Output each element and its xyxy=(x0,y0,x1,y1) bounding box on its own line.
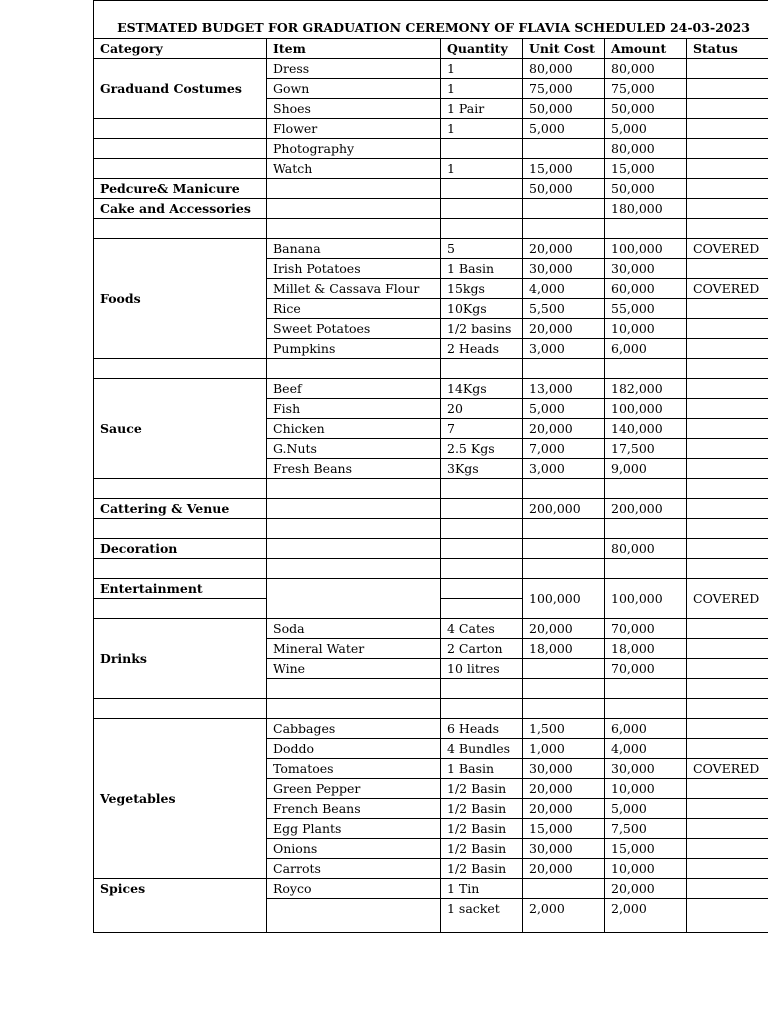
quantity-cell: 6 Heads xyxy=(441,719,523,739)
table-row xyxy=(94,59,768,79)
table-row xyxy=(94,879,768,899)
item-cell: Sweet Potatoes xyxy=(267,319,441,339)
amount-cell: 5,000 xyxy=(605,119,687,139)
empty-cell xyxy=(441,579,523,599)
header-item: Item xyxy=(267,39,441,59)
item-cell: Pumpkins xyxy=(267,339,441,359)
header-unit-cost: Unit Cost xyxy=(523,39,605,59)
item-cell: Soda xyxy=(267,619,441,639)
item-cell: Gown xyxy=(267,79,441,99)
quantity-cell: 7 xyxy=(441,419,523,439)
item-cell: Onions xyxy=(267,839,441,859)
status-cell: COVERED xyxy=(687,579,768,619)
amount-cell: 18,000 xyxy=(605,639,687,659)
empty-cell xyxy=(267,499,441,519)
item-cell: Banana xyxy=(267,239,441,259)
item-cell: Watch xyxy=(267,159,441,179)
quantity-cell: 1/2 basins xyxy=(441,319,523,339)
blank-row xyxy=(94,219,768,239)
amount-cell: 15,000 xyxy=(605,159,687,179)
table-row xyxy=(94,159,768,179)
quantity-cell: 1 xyxy=(441,79,523,99)
quantity-cell: 2 Heads xyxy=(441,339,523,359)
amount-cell: 100,000 xyxy=(605,579,687,619)
empty-cell xyxy=(267,539,441,559)
unit-cost-cell xyxy=(523,879,605,899)
header-category: Category xyxy=(94,39,267,59)
header-row xyxy=(94,39,768,59)
amount-cell: 50,000 xyxy=(605,99,687,119)
table-row xyxy=(94,119,768,139)
status-cell xyxy=(687,419,768,439)
category-cell: Pedcure& Manicure xyxy=(94,179,267,199)
table-row xyxy=(94,379,768,399)
amount-cell: 20,000 xyxy=(605,879,687,899)
unit-cost-cell: 80,000 xyxy=(523,59,605,79)
status-cell xyxy=(687,899,768,933)
status-cell xyxy=(687,819,768,839)
amount-cell: 75,000 xyxy=(605,79,687,99)
status-cell xyxy=(687,99,768,119)
quantity-cell: 1/2 Basin xyxy=(441,779,523,799)
item-cell: Shoes xyxy=(267,99,441,119)
status-cell xyxy=(687,119,768,139)
quantity-cell: 1 Tin xyxy=(441,879,523,899)
item-cell: Fresh Beans xyxy=(267,459,441,479)
quantity-cell: 1/2 Basin xyxy=(441,799,523,819)
table-row xyxy=(94,539,768,559)
amount-cell: 182,000 xyxy=(605,379,687,399)
unit-cost-cell: 1,000 xyxy=(523,739,605,759)
quantity-cell: 15kgs xyxy=(441,279,523,299)
blank-row xyxy=(94,699,768,719)
table-row xyxy=(94,499,768,519)
status-cell: COVERED xyxy=(687,279,768,299)
unit-cost-cell xyxy=(523,659,605,679)
status-cell xyxy=(687,139,768,159)
amount-cell: 10,000 xyxy=(605,319,687,339)
status-cell xyxy=(687,859,768,879)
amount-cell: 100,000 xyxy=(605,399,687,419)
amount-cell: 70,000 xyxy=(605,619,687,639)
quantity-cell: 4 Bundles xyxy=(441,739,523,759)
category-cell: Spices xyxy=(94,879,267,933)
unit-cost-cell: 5,000 xyxy=(523,399,605,419)
quantity-cell: 20 xyxy=(441,399,523,419)
unit-cost-cell: 1,500 xyxy=(523,719,605,739)
quantity-cell: 2.5 Kgs xyxy=(441,439,523,459)
status-cell xyxy=(687,839,768,859)
unit-cost-cell: 20,000 xyxy=(523,239,605,259)
quantity-cell: 1 Pair xyxy=(441,99,523,119)
status-cell xyxy=(687,179,768,199)
unit-cost-cell: 200,000 xyxy=(523,499,605,519)
item-cell: Wine xyxy=(267,659,441,679)
status-cell xyxy=(687,879,768,899)
item-cell: G.Nuts xyxy=(267,439,441,459)
item-cell: Cabbages xyxy=(267,719,441,739)
quantity-cell xyxy=(441,139,523,159)
status-cell xyxy=(687,319,768,339)
quantity-cell: 14Kgs xyxy=(441,379,523,399)
item-cell: Photography xyxy=(267,139,441,159)
amount-cell: 50,000 xyxy=(605,179,687,199)
item-cell: Flower xyxy=(267,119,441,139)
item-cell: Dress xyxy=(267,59,441,79)
unit-cost-cell: 20,000 xyxy=(523,419,605,439)
status-cell xyxy=(687,639,768,659)
amount-cell: 10,000 xyxy=(605,859,687,879)
amount-cell: 2,000 xyxy=(605,899,687,933)
quantity-cell: 10 litres xyxy=(441,659,523,679)
amount-cell: 70,000 xyxy=(605,659,687,679)
blank-row xyxy=(94,519,768,539)
quantity-cell: 1 sacket xyxy=(441,899,523,933)
status-cell xyxy=(687,299,768,319)
status-cell xyxy=(687,739,768,759)
unit-cost-cell: 5,500 xyxy=(523,299,605,319)
blank-row xyxy=(94,559,768,579)
amount-cell: 30,000 xyxy=(605,259,687,279)
item-cell: Beef xyxy=(267,379,441,399)
status-cell xyxy=(687,459,768,479)
blank-row xyxy=(94,359,768,379)
empty-cell xyxy=(267,199,441,219)
status-cell xyxy=(687,79,768,99)
status-cell xyxy=(687,719,768,739)
header-quantity: Quantity xyxy=(441,39,523,59)
item-cell: Green Pepper xyxy=(267,779,441,799)
quantity-cell: 1/2 Basin xyxy=(441,859,523,879)
document-title: ESTMATED BUDGET FOR GRADUATION CEREMONY OF FLAVIA SCHEDULED 24-03-2023 xyxy=(94,1,768,39)
empty-cell xyxy=(94,119,267,139)
unit-cost-cell: 30,000 xyxy=(523,259,605,279)
empty-cell xyxy=(441,599,523,619)
unit-cost-cell: 3,000 xyxy=(523,459,605,479)
amount-cell: 60,000 xyxy=(605,279,687,299)
status-cell xyxy=(687,799,768,819)
amount-cell: 15,000 xyxy=(605,839,687,859)
amount-cell: 80,000 xyxy=(605,539,687,559)
unit-cost-cell: 7,000 xyxy=(523,439,605,459)
status-cell xyxy=(687,339,768,359)
amount-cell: 55,000 xyxy=(605,299,687,319)
unit-cost-cell: 100,000 xyxy=(523,579,605,619)
amount-cell: 4,000 xyxy=(605,739,687,759)
empty-cell xyxy=(441,199,523,219)
quantity-cell: 1 Basin xyxy=(441,259,523,279)
amount-cell: 10,000 xyxy=(605,779,687,799)
unit-cost-cell: 20,000 xyxy=(523,799,605,819)
unit-cost-cell: 18,000 xyxy=(523,639,605,659)
status-cell: COVERED xyxy=(687,759,768,779)
empty-cell xyxy=(267,579,441,619)
category-cell: Graduand Costumes xyxy=(94,59,267,119)
category-cell: Foods xyxy=(94,239,267,359)
table-row xyxy=(94,179,768,199)
amount-cell: 9,000 xyxy=(605,459,687,479)
budget-sheet xyxy=(93,0,768,932)
empty-cell xyxy=(523,199,605,219)
category-cell: Cake and Accessories xyxy=(94,199,267,219)
unit-cost-cell: 20,000 xyxy=(523,619,605,639)
amount-cell: 180,000 xyxy=(605,199,687,219)
item-cell: Millet & Cassava Flour xyxy=(267,279,441,299)
empty-cell xyxy=(441,539,523,559)
quantity-cell: 1 xyxy=(441,159,523,179)
empty-cell xyxy=(267,179,441,199)
unit-cost-cell: 20,000 xyxy=(523,319,605,339)
unit-cost-cell: 50,000 xyxy=(523,99,605,119)
status-cell: COVERED xyxy=(687,239,768,259)
status-cell xyxy=(687,439,768,459)
table-row xyxy=(94,139,768,159)
quantity-cell: 1/2 Basin xyxy=(441,839,523,859)
item-cell: Chicken xyxy=(267,419,441,439)
status-cell xyxy=(687,659,768,679)
unit-cost-cell: 15,000 xyxy=(523,819,605,839)
category-cell: Entertainment xyxy=(94,579,267,599)
quantity-cell: 1 xyxy=(441,119,523,139)
empty-cell xyxy=(441,179,523,199)
category-cell: Decoration xyxy=(94,539,267,559)
amount-cell: 6,000 xyxy=(605,339,687,359)
item-cell xyxy=(267,899,441,933)
amount-cell: 30,000 xyxy=(605,759,687,779)
unit-cost-cell: 13,000 xyxy=(523,379,605,399)
amount-cell: 200,000 xyxy=(605,499,687,519)
category-cell: Drinks xyxy=(94,619,267,699)
amount-cell: 17,500 xyxy=(605,439,687,459)
amount-cell: 100,000 xyxy=(605,239,687,259)
empty-cell xyxy=(94,599,267,619)
unit-cost-cell: 5,000 xyxy=(523,119,605,139)
amount-cell: 140,000 xyxy=(605,419,687,439)
status-cell xyxy=(687,539,768,559)
unit-cost-cell: 75,000 xyxy=(523,79,605,99)
item-cell: Tomatoes xyxy=(267,759,441,779)
table-row xyxy=(94,239,768,259)
amount-cell: 80,000 xyxy=(605,59,687,79)
unit-cost-cell: 50,000 xyxy=(523,179,605,199)
unit-cost-cell: 4,000 xyxy=(523,279,605,299)
item-cell: Rice xyxy=(267,299,441,319)
quantity-cell: 5 xyxy=(441,239,523,259)
item-cell: Doddo xyxy=(267,739,441,759)
status-cell xyxy=(687,499,768,519)
status-cell xyxy=(687,159,768,179)
unit-cost-cell: 20,000 xyxy=(523,779,605,799)
item-cell: Egg Plants xyxy=(267,819,441,839)
quantity-cell: 1/2 Basin xyxy=(441,819,523,839)
budget-table xyxy=(93,0,768,933)
unit-cost-cell: 20,000 xyxy=(523,859,605,879)
item-cell: Fish xyxy=(267,399,441,419)
item-cell: Carrots xyxy=(267,859,441,879)
header-status: Status xyxy=(687,39,768,59)
table-row xyxy=(94,199,768,219)
item-cell: Royco xyxy=(267,879,441,899)
table-row xyxy=(94,579,768,599)
unit-cost-cell: 2,000 xyxy=(523,899,605,933)
category-cell: Vegetables xyxy=(94,719,267,879)
unit-cost-cell: 15,000 xyxy=(523,159,605,179)
amount-cell: 6,000 xyxy=(605,719,687,739)
quantity-cell: 4 Cates xyxy=(441,619,523,639)
status-cell xyxy=(687,379,768,399)
amount-cell: 80,000 xyxy=(605,139,687,159)
unit-cost-cell xyxy=(523,139,605,159)
amount-cell: 5,000 xyxy=(605,799,687,819)
header-amount: Amount xyxy=(605,39,687,59)
blank-row xyxy=(94,479,768,499)
table-row xyxy=(94,719,768,739)
empty-cell xyxy=(94,159,267,179)
status-cell xyxy=(687,59,768,79)
item-cell: Irish Potatoes xyxy=(267,259,441,279)
status-cell xyxy=(687,199,768,219)
empty-cell xyxy=(94,139,267,159)
empty-cell xyxy=(523,539,605,559)
unit-cost-cell: 30,000 xyxy=(523,839,605,859)
item-cell: Mineral Water xyxy=(267,639,441,659)
category-cell: Sauce xyxy=(94,379,267,479)
quantity-cell: 1 Basin xyxy=(441,759,523,779)
item-cell: French Beans xyxy=(267,799,441,819)
category-cell: Cattering & Venue xyxy=(94,499,267,519)
table-row xyxy=(94,619,768,639)
quantity-cell: 10Kgs xyxy=(441,299,523,319)
quantity-cell: 3Kgs xyxy=(441,459,523,479)
empty-cell xyxy=(441,499,523,519)
unit-cost-cell: 30,000 xyxy=(523,759,605,779)
status-cell xyxy=(687,259,768,279)
quantity-cell: 2 Carton xyxy=(441,639,523,659)
status-cell xyxy=(687,399,768,419)
amount-cell: 7,500 xyxy=(605,819,687,839)
status-cell xyxy=(687,779,768,799)
status-cell xyxy=(687,619,768,639)
quantity-cell: 1 xyxy=(441,59,523,79)
unit-cost-cell: 3,000 xyxy=(523,339,605,359)
